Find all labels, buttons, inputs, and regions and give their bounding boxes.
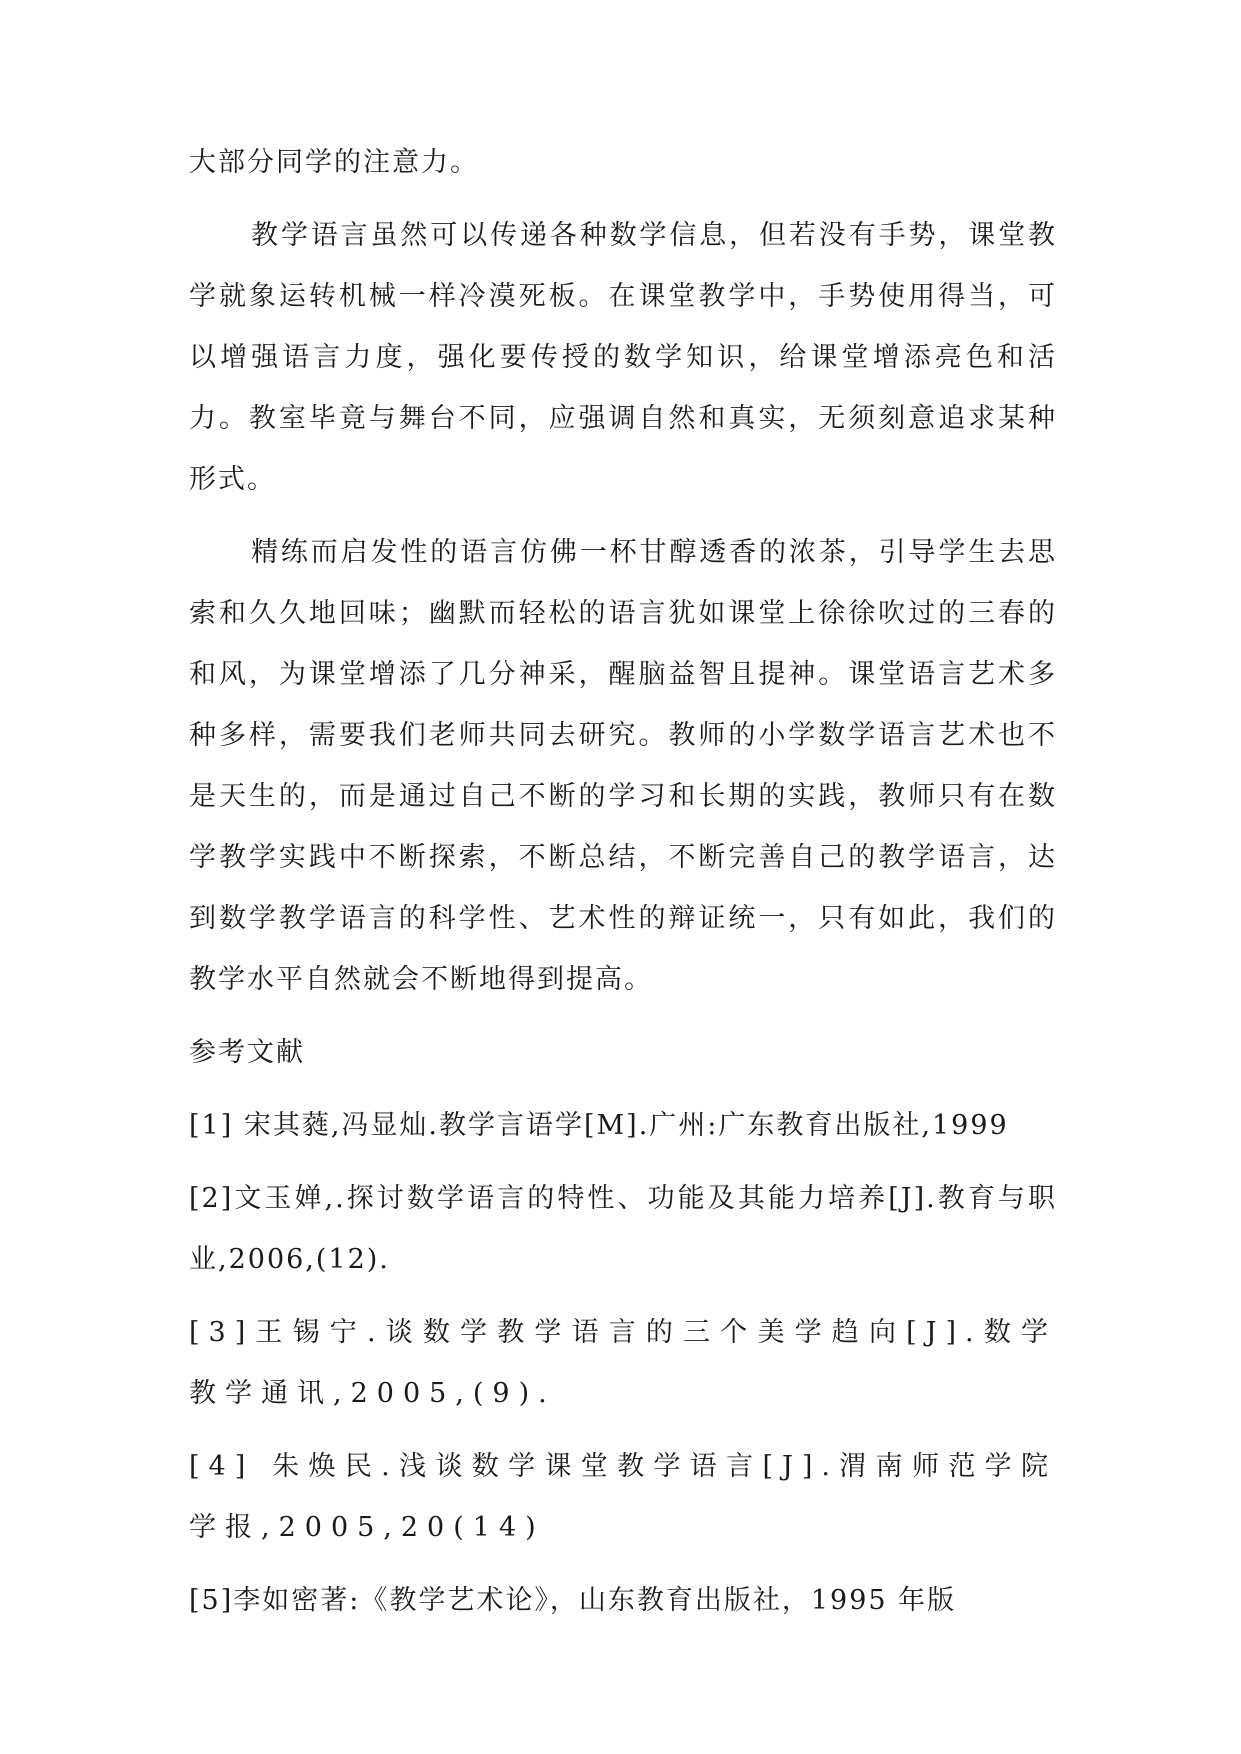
paragraph-continued: 大部分同学的注意力。 (189, 147, 479, 178)
body-text (189, 132, 1057, 1631)
reference-item-1: [1] 宋其蕤,冯显灿.教学言语学[M].广州:广东教育出版社,1999 (189, 1110, 1009, 1141)
reference-item-4: [4] 朱焕民.浅谈数学课堂教学语言[J].渭南师范学院学报,2005,20(14) (189, 1451, 1057, 1543)
reference-item-5: [5]李如密著:《教学艺术论》，山东教育出版社，1995 年版 (189, 1585, 957, 1616)
paragraph-language-art: 精练而启发性的语言仿佛一杯甘醇透香的浓茶，引导学生去思索和久久地回味；幽默而轻松的语言犹如课堂上徐徐吹过的三春的和风，为课堂增添了几分神采，醒脑益智且提神。课堂语言艺术多种多样，需要我们老师共同去研究。教师的小学数学语言艺术也不是天生的，而是通过自己不断的学习和长期的实践，教师只有在数学教学实践中不断探索，不断总结，不断完善自己的教学语言，达到数学教学语言的科学性、艺术性的辩证统一，只有如此，我们的教学水平自然就会不断地得到提高。 (189, 537, 1057, 995)
reference-item-2: [2]文玉婵,.探讨数学语言的特性、功能及其能力培养[J].教育与职业,2006,(12). (189, 1183, 1057, 1275)
references-heading: 参考文献 (189, 1037, 305, 1068)
reference-item-3: [3]王锡宁.谈数学教学语言的三个美学趋向[J].数学教学通讯,2005,(9). (189, 1317, 1057, 1409)
paragraph-gestures: 教学语言虽然可以传递各种数学信息，但若没有手势，课堂教学就象运转机械一样冷漠死板。在课堂教学中，手势使用得当，可以增强语言力度，强化要传授的数学知识，给课堂增添亮色和活力。教室毕竟与舞台不同，应强调自然和真实，无须刻意追求某种形式。 (189, 220, 1057, 495)
